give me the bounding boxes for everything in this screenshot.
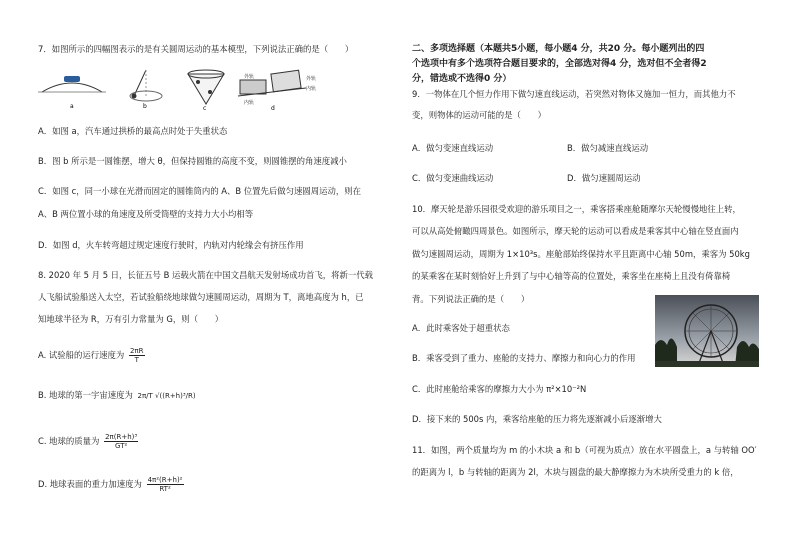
section2-line2: 个选项中有多个选项符合题目要求的，全部选对得4 分，选对但不全者得2 — [412, 59, 707, 69]
fig-label-c: c — [203, 105, 207, 112]
q10-line5: 背。下列说法正确的是（ ） — [412, 294, 530, 304]
figure-d-train — [238, 70, 316, 106]
q8-option-c: C. 地球的质量为 $\frac{\text{2π(R+h)³}}{\text{GT²}}$ — [38, 433, 138, 450]
svg-text:外轨: 外轨 — [244, 74, 255, 80]
svg-text:外轨: 外轨 — [306, 76, 317, 82]
q10-option-c: C．此时座舱给乘客的摩擦力大小为 π²×10⁻²N — [412, 384, 587, 394]
q8-line2: 人飞船试验船送入太空，若试验船绕地球做匀速圆周运动，周期为 T，离地高度为 h，已 — [38, 292, 364, 302]
q7-stem: 7．如图所示的四幅图表示的是有关圆周运动的基本模型，下列说法正确的是（ ） — [38, 44, 354, 54]
q9-option-a: A．做匀变速直线运动 — [412, 143, 494, 153]
q9-option-b: B．做匀减速直线运动 — [567, 143, 649, 153]
q8-option-d: D. 地球表面的重力加速度为 $\frac{\text{4π²(R+h)²}}{\text{RT²}}$ — [38, 476, 183, 493]
q7-figures — [38, 66, 338, 112]
q7-option-c-line1: C．如图 c，同一小球在光滑而固定的圆锥筒内的 A、B 位置先后做匀速圆周运动，则在 — [38, 186, 362, 196]
q8-line3: 知地球半径为 R，万有引力常量为 G，则（ ） — [38, 314, 224, 324]
q10-line1: 10．摩天轮是游乐园很受欢迎的游乐项目之一，乘客搭乘座舱随摩尔天轮慢慢地往上转， — [412, 204, 741, 214]
q7-option-d: D．如图 d，火车转弯超过规定速度行驶时，内轨对内轮缘会有挤压作用 — [38, 240, 304, 250]
q10-option-b: B．乘客受到了重力、座舱的支持力、摩擦力和向心力的作用 — [412, 353, 636, 363]
figure-c-cone — [188, 70, 224, 104]
q9-option-c: C．做匀变速曲线运动 — [412, 173, 494, 183]
q11-line1: 11．如图，两个质量均为 m 的小木块 a 和 b（可视为质点）放在水平圆盘上，a 与转轴 OO′ — [412, 445, 757, 455]
q9-option-d: D．做匀速圆周运动 — [567, 173, 641, 183]
q7-option-a: A．如图 a，汽车通过拱桥的最高点时处于失重状态 — [38, 126, 228, 136]
q7-option-c-line2: A、B 两位置小球的角速度及所受筒壁的支持力大小均相等 — [38, 209, 254, 219]
ferris-wheel-photo — [655, 295, 759, 367]
fig-label-b: b — [143, 103, 147, 110]
section2-line3: 分，错选或不选得0 分） — [412, 74, 512, 84]
svg-text:内轨: 内轨 — [244, 100, 255, 106]
figure-b-conical-pendulum — [130, 70, 162, 101]
svg-text:内轨: 内轨 — [306, 86, 317, 92]
q10-line2: 可以从高处俯瞰四周景色。如图所示，摩天轮的运动可以看成是乘客其中心轴在竖直面内 — [412, 226, 739, 236]
q8-option-a: A. 试验船的运行速度为 $\frac{2\pi R}{T}$ — [38, 347, 144, 364]
q10-option-a: A．此时乘客处于超重状态 — [412, 323, 510, 333]
q9-line2: 变，则物体的运动可能的是（ ） — [412, 110, 546, 120]
fig-label-a: a — [70, 103, 74, 110]
fig-label-d: d — [271, 105, 275, 112]
q10-line4: 的某乘客在某时刻恰好上升到了与中心轴等高的位置处，乘客坐在座椅上且没有倚靠椅 — [412, 271, 731, 281]
figure-a-bridge — [38, 76, 106, 92]
q7-option-b: B．图 b 所示是一圆锥摆，增大 θ，但保持圆锥的高度不变，则圆锥摆的角速度减小 — [38, 156, 347, 166]
q9-line1: 9．一物体在几个恒力作用下做匀速直线运动，若突然对物体又施加一恒力，而其他力不 — [412, 89, 736, 99]
section2-line1: 二、多项选择题（本题共5小题，每小题4 分，共20 分。每小题列出的四 — [412, 44, 705, 54]
q10-line3: 做匀速圆周运动，周期为 1×10³s。座舱部始终保持水平且距离中心轴 50m，乘客为 50kg — [412, 249, 750, 259]
q10-option-d: D．接下来的 500s 内，乘客给座舱的压力将先逐渐减小后逐渐增大 — [412, 414, 662, 424]
q11-line2: 的距离为 l，b 与转轴的距离为 2l，木块与圆盘的最大静摩擦力为木块所受重力的 k 倍， — [412, 467, 739, 477]
q8-line1: 8. 2020 年 5 月 5 日，长征五号 B 运载火箭在中国文昌航天发射场成功首飞，将新一代载 — [38, 270, 374, 280]
q8-option-b: B. 地球的第一宇宙速度为 2π/T √((R+h)³/R) — [38, 390, 196, 400]
